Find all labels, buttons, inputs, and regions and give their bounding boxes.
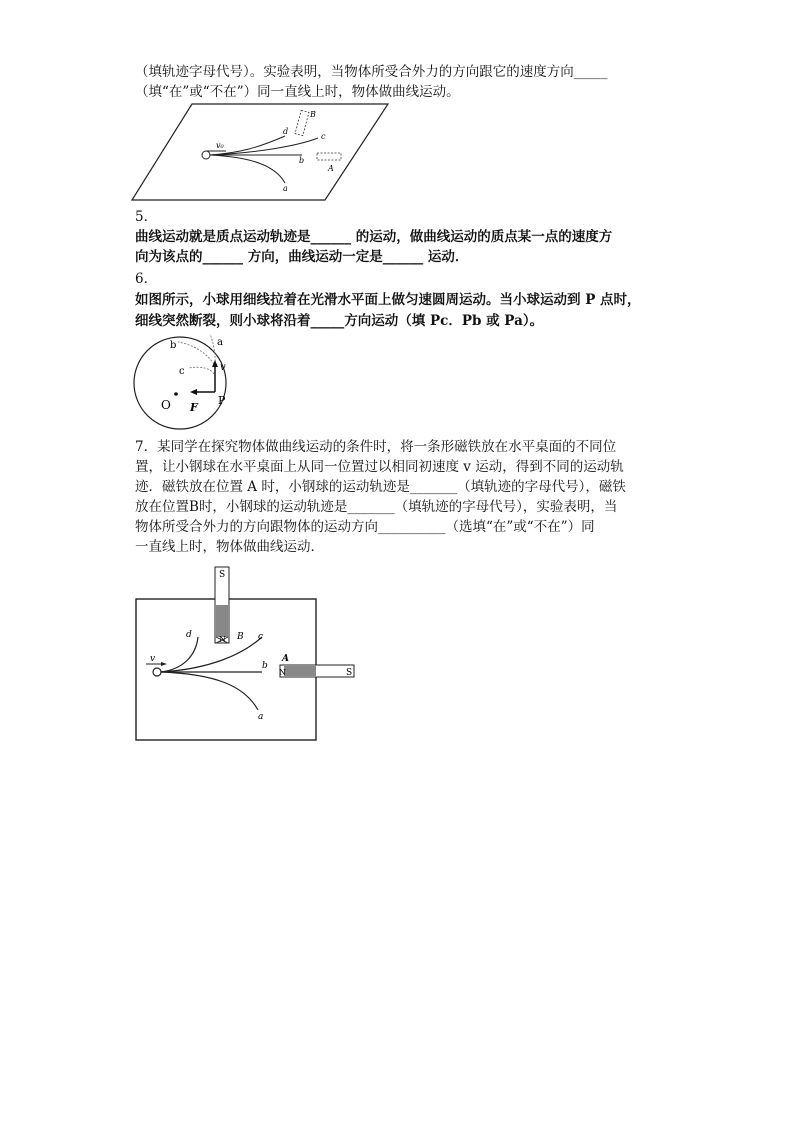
intro-line-2: （填“在”或“不在”）同一直线上时，物体做曲线运动。 (135, 84, 460, 100)
fig1-label-B: B (310, 110, 316, 119)
fig3-label-S-right: S (346, 668, 353, 678)
fig1-label-d: d (283, 127, 289, 136)
figure-circular-motion (132, 332, 244, 430)
fig2-label-b: b (170, 340, 177, 351)
fig1-label-b: b (299, 156, 305, 165)
q6-number: 6． (135, 271, 158, 287)
q7-line-4: 放在位置B时，小钢球的运动轨迹是_______（填轨迹的字母代号），实验表明，当 (135, 499, 618, 515)
fig2-label-O: O (161, 398, 171, 412)
fig3-label-B: B (237, 632, 244, 642)
start-ball (153, 668, 161, 676)
fig3-label-S-top: S (219, 570, 226, 580)
fig3-label-c: c (258, 632, 264, 642)
intro-line-1: （填轨迹字母代号）。实验表明，当物体所受合外力的方向跟它的速度方向_____ (135, 64, 608, 80)
velocity-arrowhead (212, 360, 218, 367)
fig2-label-v: v (220, 362, 226, 373)
fig1-label-A: A (328, 164, 334, 173)
q7-line-2: 置，让小钢球在水平桌面上从同一位置过以相同初速度 v 运动，得到不同的运动轨 (135, 459, 624, 475)
q6-line-1: 如图所示，小球用细线拉着在光滑水平面上做匀速圆周运动。当小球运动到 P 点时， (135, 292, 641, 308)
magnet-A-north-half (284, 666, 316, 676)
figure-magnet-experiment (134, 565, 358, 743)
fig3-label-b: b (262, 661, 268, 671)
fig3-label-v: v (150, 654, 156, 664)
velocity-arrowhead (161, 662, 167, 666)
fig2-label-a: a (217, 337, 223, 348)
q7-line-1: 7．某同学在探究物体做曲线运动的条件时，将一条形磁铁放在水平桌面的不同位 (135, 439, 617, 455)
fig3-label-d: d (186, 630, 192, 640)
center-point (174, 392, 178, 396)
q7-line-6: 一直线上时，物体做曲线运动． (135, 539, 324, 555)
fig1-label-c: c (321, 132, 326, 141)
circle-path (134, 337, 226, 429)
fig3-label-N-top: N (219, 635, 226, 644)
q7-line-3: 迹．磁铁放在位置 A 时，小钢球的运动轨迹是_______（填轨迹的字母代号），磁铁 (135, 479, 626, 495)
start-ball (202, 151, 210, 159)
path-c (188, 367, 214, 374)
trajectory-c (161, 637, 262, 672)
path-b (178, 342, 214, 364)
fig3-label-N-right: N (279, 668, 286, 677)
trajectory-a (161, 672, 258, 710)
trajectory-d (161, 637, 198, 672)
q5-line-2: 向为该点的______ 方向，曲线运动一定是______ 运动． (135, 249, 469, 265)
magnet-position-B (295, 110, 309, 135)
fig1-label-a: a (283, 184, 288, 193)
force-arrowhead (190, 389, 197, 395)
magnet-B-north-half (216, 605, 228, 637)
q5-number: 5． (135, 209, 158, 225)
trajectory-c (210, 138, 318, 155)
q5-line-1: 曲线运动就是质点运动轨迹是______ 的运动，做曲线运动的质点某一点的速度方 (135, 229, 613, 245)
figure-trajectory-table (130, 103, 392, 203)
q6-line-2: 细线突然断裂，则小球将沿着_____方向运动（填 Pc．Pb 或 Pa）。 (135, 313, 544, 329)
fig2-label-F: F (190, 401, 198, 414)
trajectory-a (210, 155, 285, 183)
table-plane (132, 104, 388, 200)
fig2-label-c: c (179, 366, 185, 377)
fig2-label-P: P (218, 394, 226, 407)
fig1-label-v0: v₀ (216, 141, 224, 150)
fig3-label-A: A (282, 654, 289, 664)
fig3-label-a: a (258, 712, 264, 722)
magnet-position-A (317, 153, 341, 160)
q7-line-5: 物体所受合外力的方向跟物体的运动方向__________（选填“在”或“不在”）同 (135, 519, 595, 535)
